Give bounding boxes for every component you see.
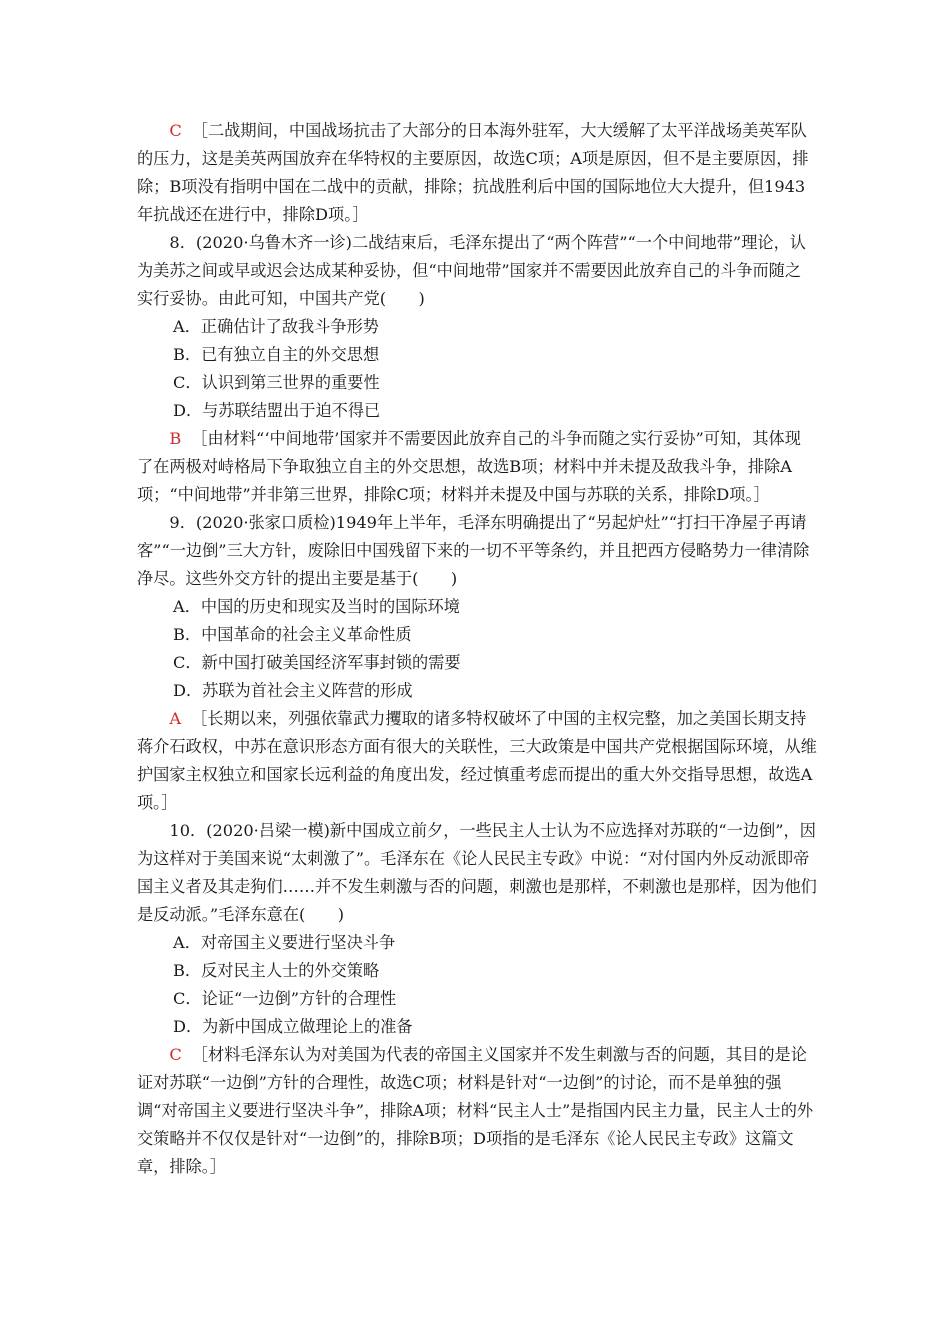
question-10-stem: 10．(2020·吕梁一模)新中国成立前夕，一些民主人士认为不应选择对苏联的“一边倒”，因为这样对于美国来说“太刺激了”。毛泽东在《论人民民主专政》中说：“对付国内外反动派即帝国主义者及其走狗们……并不发生刺激与否的问题，刺激也是那样，不刺激也是那样，因为他们是反动派。”毛泽东意在( ): [137, 821, 817, 924]
question-8-option-c: C．认识到第三世界的重要性: [173, 373, 380, 392]
explanation-8: [137, 425, 817, 509]
question-8-stem: 8．(2020·乌鲁木齐一诊)二战结束后，毛泽东提出了“两个阵营”“一个中间地带”理论，认为美苏之间或早或迟会达成某种妥协，但“中间地带”国家并不需要因此放弃自己的斗争而随之实行妥协。由此可知，中国共产党( ): [137, 233, 806, 308]
question-9-option-a: A．中国的历史和现实及当时的国际环境: [173, 597, 460, 616]
answer-letter: C: [169, 1045, 182, 1064]
document-page: [137, 117, 817, 1181]
answer-letter: B: [169, 429, 182, 448]
question-9-option-d: D．苏联为首社会主义阵营的形成: [173, 681, 413, 700]
question-9-option-c: C．新中国打破美国经济军事封锁的需要: [173, 653, 461, 672]
explanation-text: ［材料毛泽东认为对美国为代表的帝国主义国家并不发生刺激与否的问题，其目的是论证对苏联“一边倒”方针的合理性，故选C项；材料是针对“一边倒”的讨论，而不是单独的强调“对帝国主义要进行坚决斗争”，排除A项；材料“民主人士”是指国内民主力量，民主人士的外交策略并不仅仅是针对“一边倒”的，排除B项；D项指的是毛泽东《论人民民主专政》这篇文章，排除。］: [137, 1045, 814, 1176]
explanation-text: ［长期以来，列强依靠武力攫取的诸多特权破坏了中国的主权完整，加之美国长期支持蒋介石政权，中苏在意识形态方面有很大的关联性，三大政策是中国共产党根据国际环境，从维护国家主权独立和国家长远利益的角度出发，经过慎重考虑而提出的重大外交指导思想，故选A项。］: [137, 709, 817, 812]
question-9-option-b: B．中国革命的社会主义革命性质: [173, 625, 412, 644]
question-10-option-a: A．对帝国主义要进行坚决斗争: [173, 933, 396, 952]
question-8-option-a: A．正确估计了敌我斗争形势: [173, 317, 379, 336]
answer-letter: C: [169, 121, 182, 140]
explanation-10: [137, 1041, 817, 1181]
question-10-option-b: B．反对民主人士的外交策略: [173, 961, 380, 980]
question-9-stem: 9．(2020·张家口质检)1949年上半年，毛泽东明确提出了“另起炉灶”“打扫干净屋子再请客”“一边倒”三大方针，废除旧中国残留下来的一切不平等条约，并且把西方侵略势力一律清除净尽。这些外交方针的提出主要是基于( ): [137, 513, 810, 588]
question-8-option-b: B．已有独立自主的外交思想: [173, 345, 380, 364]
explanation-7: [137, 117, 817, 229]
question-10-option-c: C．论证“一边倒”方针的合理性: [173, 989, 397, 1008]
question-8-option-d: D．与苏联结盟出于迫不得已: [173, 401, 381, 420]
explanation-text: ［由材料“‘中间地带’国家并不需要因此放弃自己的斗争而随之实行妥协”可知，其体现了在两极对峙格局下争取独立自主的外交思想，故选B项；材料中并未提及敌我斗争，排除A项；“中间地带”并非第三世界，排除C项；材料并未提及中国与苏联的关系，排除D项。］: [137, 429, 801, 504]
answer-letter: A: [169, 709, 182, 728]
explanation-9: [137, 705, 817, 817]
explanation-text: ［二战期间，中国战场抗击了大部分的日本海外驻军，大大缓解了太平洋战场美英军队的压力，这是美英两国放弃在华特权的主要原因，故选C项；A项是原因，但不是主要原因，排除；B项没有指明中国在二战中的贡献，排除；抗战胜利后中国的国际地位大大提升，但1943年抗战还在进行中，排除D项。］: [137, 121, 809, 224]
question-10-option-d: D．为新中国成立做理论上的准备: [173, 1017, 413, 1036]
